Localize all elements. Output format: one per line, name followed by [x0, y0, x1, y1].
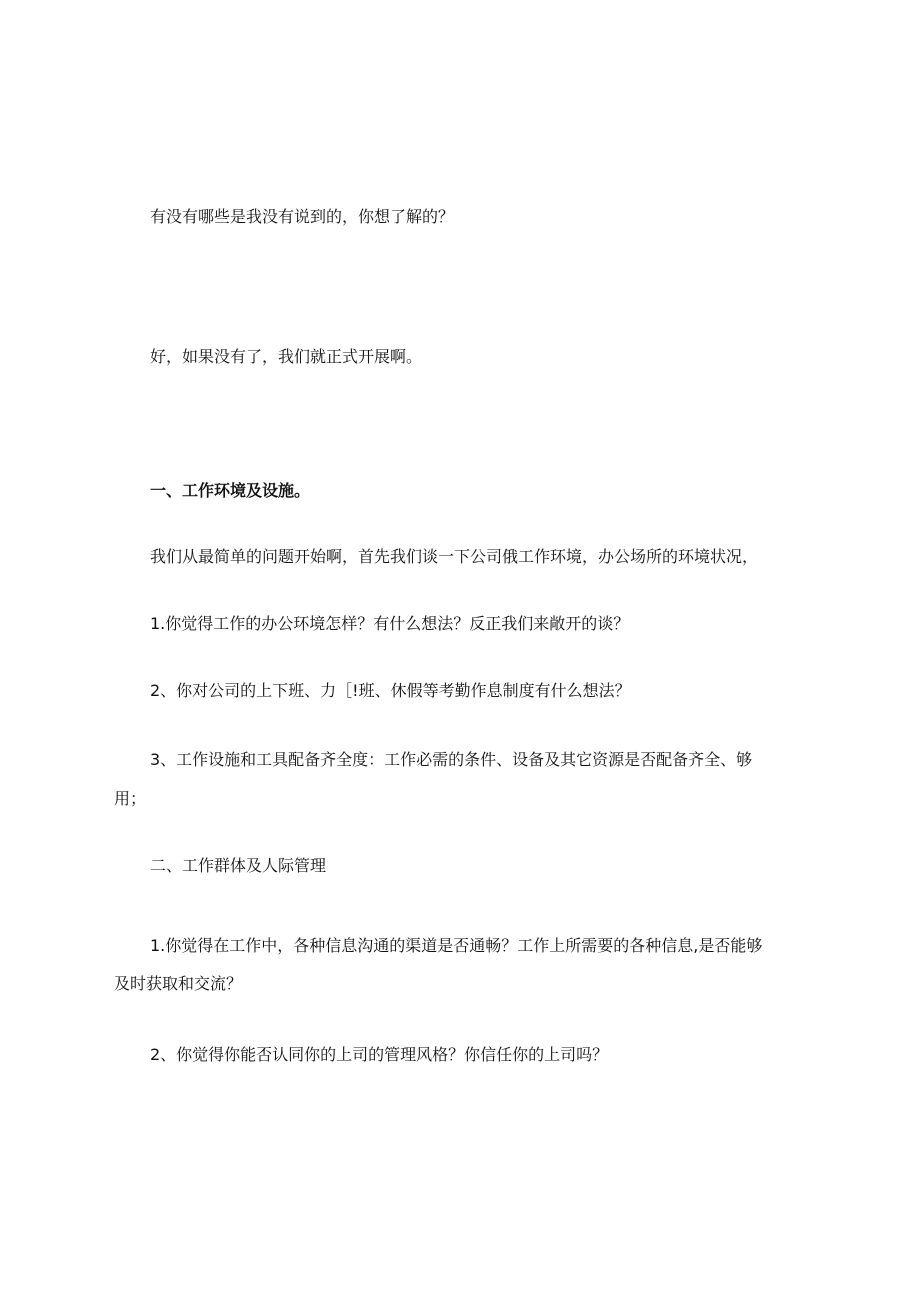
section-heading-work-environment: 一、工作环境及设施。: [150, 481, 311, 500]
question-manager-style: 2、你觉得你能否认同你的上司的管理风格？你信任你的上司吗？: [150, 1045, 609, 1064]
question-facilities-line2: 用；: [114, 789, 147, 808]
paragraph-intro-environment: 我们从最简单的问题开始啊，首先我们谈一下公司俄工作环境，办公场所的环境状况，: [150, 547, 759, 566]
section-heading-work-group: 二、工作群体及人际管理: [150, 856, 327, 875]
paragraph-question-anything-missed: 有没有哪些是我没有说到的，你想了解的？: [150, 207, 455, 226]
paragraph-start-formally: 好，如果没有了，我们就正式开展啊。: [150, 347, 423, 366]
question-office-environment: 1.你觉得工作的办公环境怎样？有什么想法？反正我们来敞开的谈？: [150, 614, 630, 633]
question-attendance-system: 2、你对公司的上下班、力［!班、休假等考勤作息制度有什么想法？: [150, 681, 631, 700]
question-communication-line2: 及时获取和交流？: [114, 974, 243, 993]
question-facilities-line1: 3、工作设施和工具配备齐全度：工作必需的条件、设备及其它资源是否配备齐全、够: [150, 750, 753, 769]
question-communication-line1: 1.你觉得在工作中，各种信息沟通的渠道是否通畅？工作上所需要的各种信息,是否能够: [150, 936, 763, 955]
